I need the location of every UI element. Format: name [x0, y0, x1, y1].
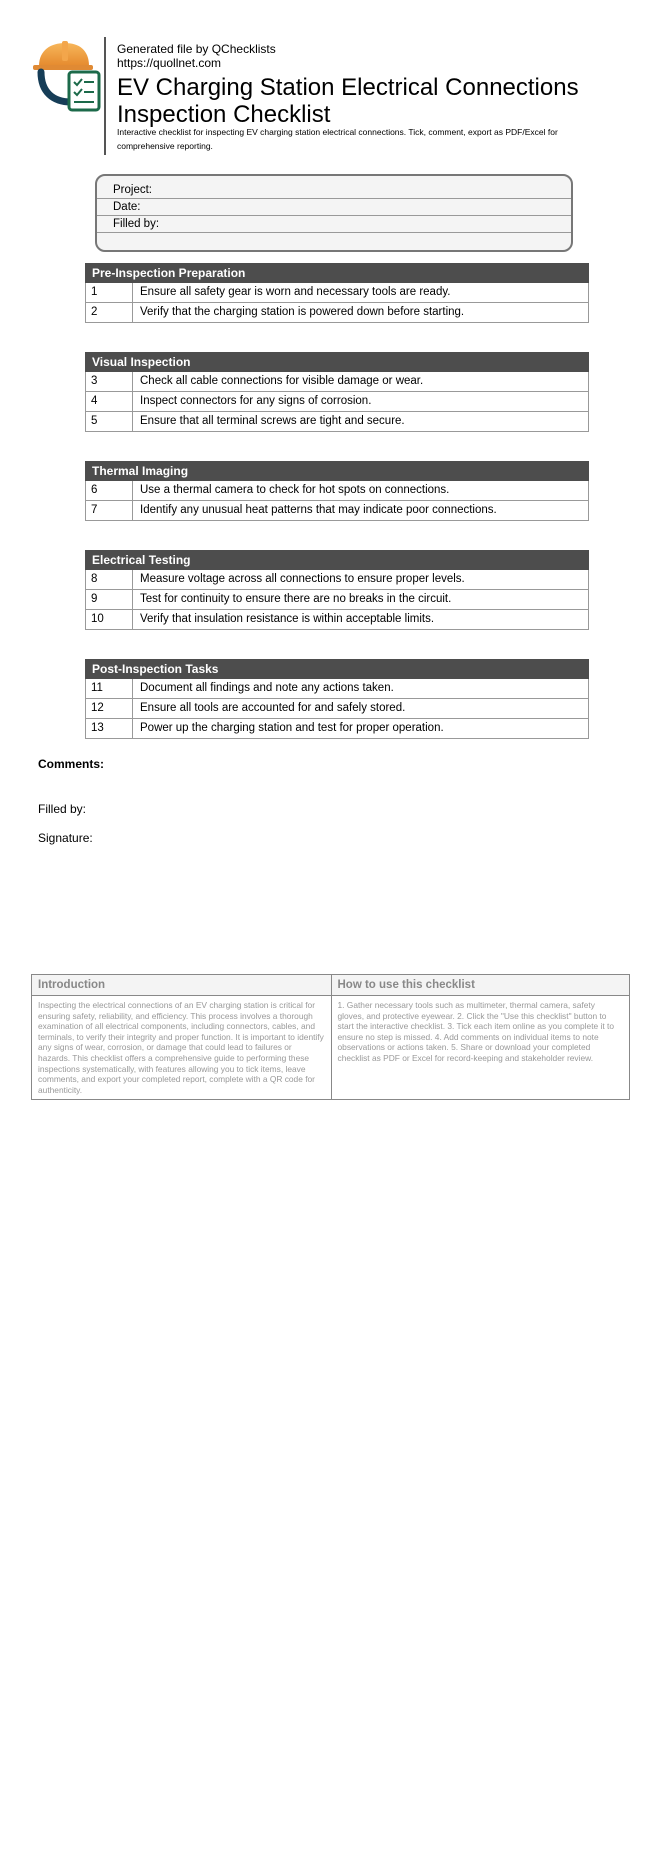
item-number: 8	[86, 570, 133, 589]
checklist-item[interactable]	[85, 719, 589, 739]
introduction-column	[32, 975, 331, 1099]
item-text: Ensure all safety gear is worn and necessary tools are ready.	[140, 286, 451, 298]
item-text: Use a thermal camera to check for hot spots on connections.	[140, 484, 450, 496]
how-to-text: 1. Gather necessary tools such as multimeter, thermal camera, safety gloves, and protective eyewear. 2. Click the "Use this checklist" button to start the interactive checklist. 3. Tick each item online as you complete it to ensure no step is missed. 4. Add comments on individual items to note observations or actions taken. 5. Share or download your completed checklist as PDF or Excel for record-keeping and stakeholder review.	[337, 1000, 615, 1063]
section-title: Visual Inspection	[85, 352, 589, 372]
item-number: 6	[86, 481, 133, 500]
introduction-text: Inspecting the electrical connections of an EV charging station is critical for ensuring safety, reliability, and efficiency. This process involves a thorough examination of all electrical components, including connectors, cables, and terminals, to verify their integrity and proper function. It is important to identify any signs of wear, corrosion, or damage that could lead to failures or hazards. This checklist offers a comprehensive guide to performing these inspections systematically, with features allowing you to tick items, leave comments, and export your completed report, complete with a QR code for authenticity.	[38, 1000, 324, 1095]
checklist-item[interactable]	[85, 283, 589, 303]
item-text: Check all cable connections for visible damage or wear.	[140, 375, 424, 387]
section-title: Post-Inspection Tasks	[85, 659, 589, 679]
page-subtitle: Interactive checklist for inspecting EV charging station electrical connections. Tick, comment, export as PDF/Excel for comprehensive reporting.	[117, 127, 558, 151]
project-field[interactable]: Project:	[97, 182, 571, 199]
date-field[interactable]: Date:	[97, 199, 571, 216]
item-number: 1	[86, 283, 133, 302]
source-url[interactable]: https://quollnet.com	[117, 56, 222, 70]
item-text: Ensure all tools are accounted for and safely stored.	[140, 702, 406, 714]
filled-by-field[interactable]: Filled by:	[97, 216, 571, 233]
item-text: Measure voltage across all connections to ensure proper levels.	[140, 573, 465, 585]
checklist-item[interactable]	[85, 590, 589, 610]
item-number: 12	[86, 699, 133, 718]
signature-label: Signature:	[38, 831, 93, 845]
checklist-item[interactable]	[85, 679, 589, 699]
section-title: Thermal Imaging	[85, 461, 589, 481]
introduction-title: Introduction	[32, 975, 331, 996]
item-number: 7	[86, 501, 133, 520]
checklist-item[interactable]	[85, 570, 589, 590]
section-title: Electrical Testing	[85, 550, 589, 570]
generator-info	[117, 42, 276, 70]
item-text: Verify that the charging station is powered down before starting.	[140, 306, 465, 318]
item-text: Document all findings and note any actions taken.	[140, 682, 394, 694]
section-title: Pre-Inspection Preparation	[85, 263, 589, 283]
item-number: 13	[86, 719, 133, 738]
checklist-item[interactable]	[85, 481, 589, 501]
checklist-item[interactable]	[85, 501, 589, 521]
checklist-item[interactable]	[85, 699, 589, 719]
item-number: 2	[86, 303, 133, 322]
section-thermal-imaging	[85, 461, 589, 521]
generated-text: Generated file by QChecklists	[117, 42, 276, 56]
hardhat-checklist-logo-icon	[33, 40, 103, 112]
item-number: 10	[86, 610, 133, 629]
filled-by-label: Filled by:	[38, 802, 87, 816]
how-to-column	[331, 975, 630, 1099]
project-info-box	[95, 174, 573, 252]
checklist-item[interactable]	[85, 412, 589, 432]
section-visual-inspection	[85, 352, 589, 432]
info-table	[31, 974, 630, 1100]
item-number: 11	[86, 679, 133, 698]
item-text: Power up the charging station and test for proper operation.	[140, 722, 444, 734]
checklist-item[interactable]	[85, 303, 589, 323]
item-text: Verify that insulation resistance is within acceptable limits.	[140, 613, 435, 625]
item-number: 9	[86, 590, 133, 609]
page-title: EV Charging Station Electrical Connections Inspection Checklist	[117, 74, 579, 128]
item-number: 3	[86, 372, 133, 391]
section-post-inspection	[85, 659, 589, 739]
item-number: 5	[86, 412, 133, 431]
item-text: Test for continuity to ensure there are no breaks in the circuit.	[140, 593, 452, 605]
item-number: 4	[86, 392, 133, 411]
item-text: Identify any unusual heat patterns that may indicate poor connections.	[140, 504, 497, 516]
checklist-item[interactable]	[85, 392, 589, 412]
comments-label: Comments:	[38, 757, 105, 771]
checklist-item[interactable]	[85, 372, 589, 392]
section-electrical-testing	[85, 550, 589, 630]
header-divider	[104, 37, 106, 155]
how-to-title: How to use this checklist	[332, 975, 630, 996]
item-text: Ensure that all terminal screws are tight and secure.	[140, 415, 405, 427]
item-text: Inspect connectors for any signs of corrosion.	[140, 395, 372, 407]
checklist-item[interactable]	[85, 610, 589, 630]
section-pre-inspection	[85, 263, 589, 323]
